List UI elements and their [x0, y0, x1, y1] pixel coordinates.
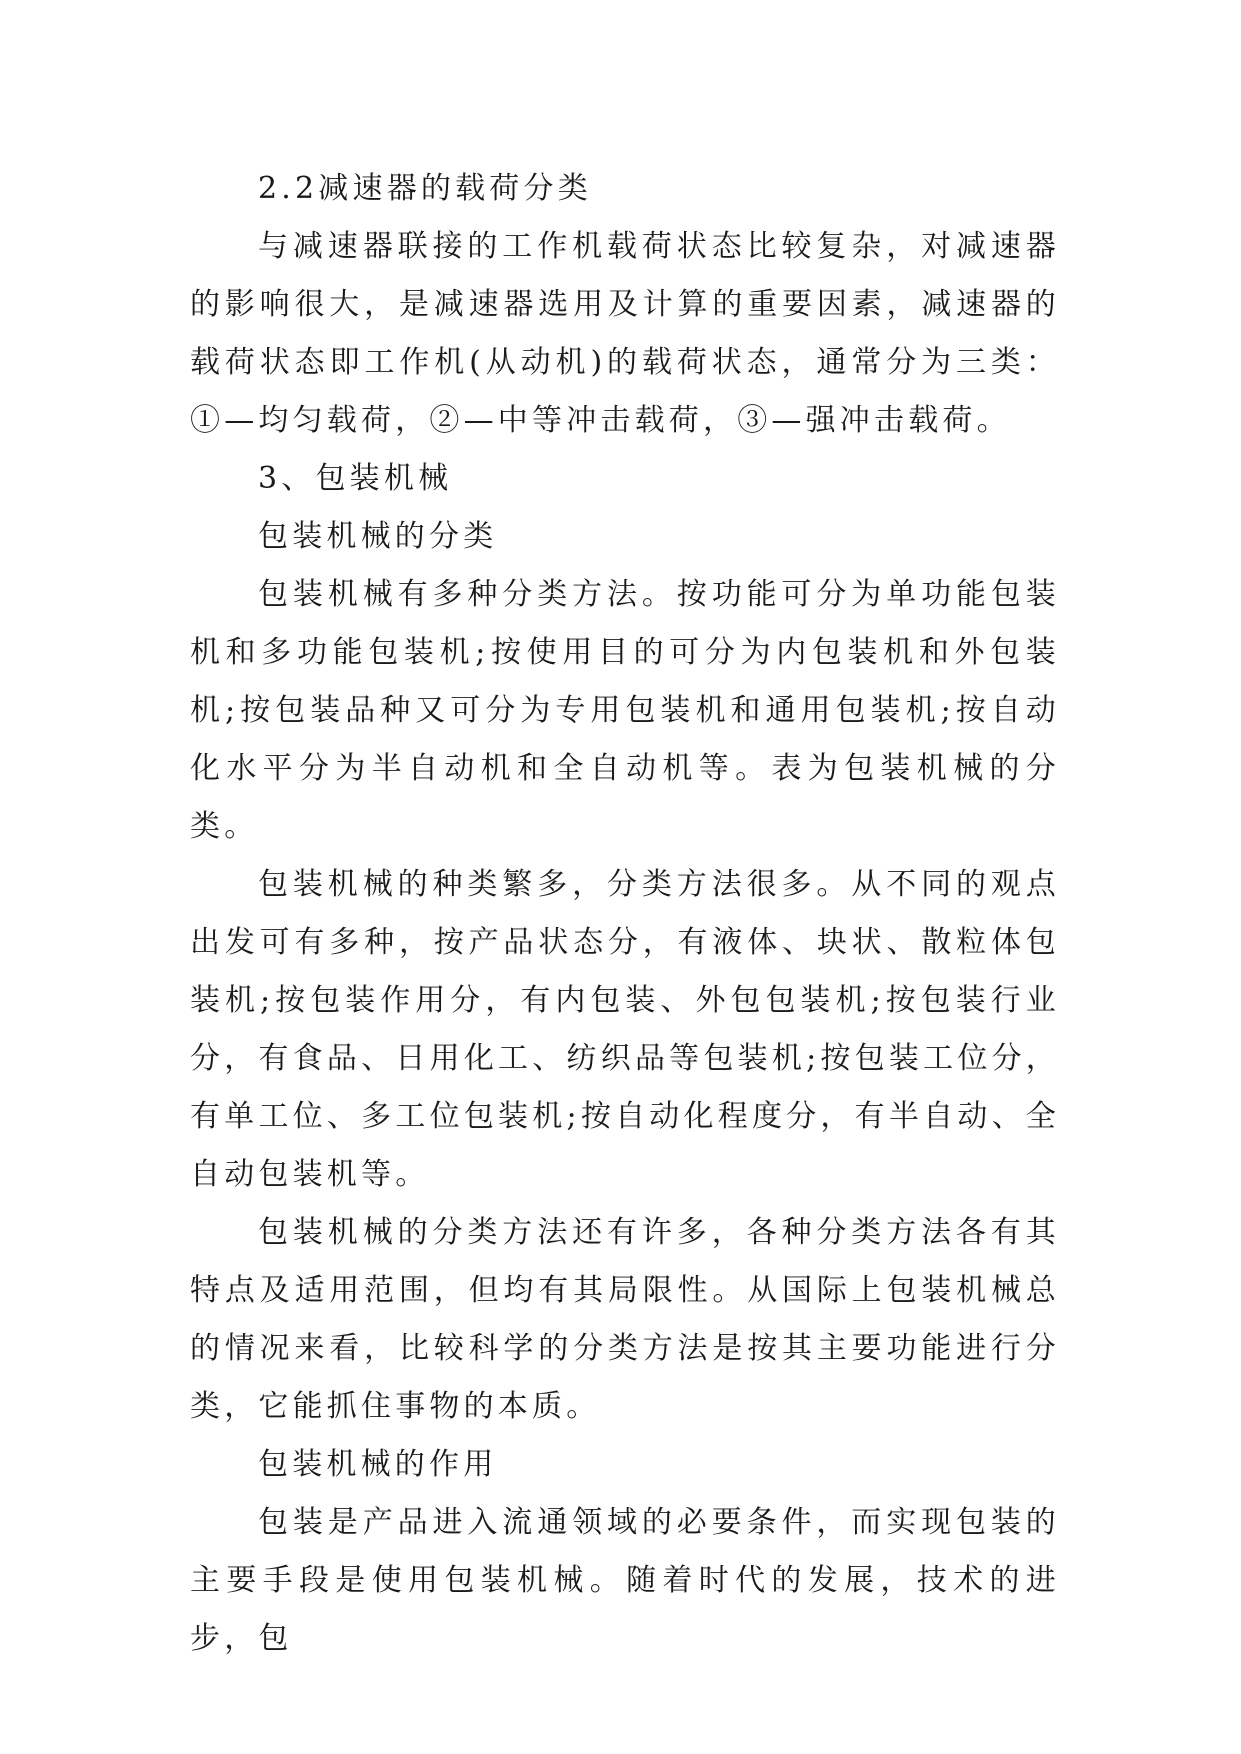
paragraph-classification-limitations: 包装机械的分类方法还有许多，各种分类方法各有其特点及适用范围，但均有其局限性。从国际上包装机械总的情况来看，比较科学的分类方法是按其主要功能进行分类，它能抓住事物的本质。	[190, 1215, 1060, 1424]
paragraph-packaging-role: 包装是产品进入流通领域的必要条件，而实现包装的主要手段是使用包装机械。随着时代的发展，技术的进步，包	[190, 1505, 1060, 1656]
section-heading-packaging-machinery: 3、包装机械	[258, 461, 453, 496]
paragraph-reducer-load-states: 与减速器联接的工作机载荷状态比较复杂，对减速器的影响很大，是减速器选用及计算的重要因素，减速器的载荷状态即工作机(从动机)的载荷状态，通常分为三类：①—均匀载荷，②—中等冲击载荷，③—强冲击载荷。	[190, 229, 1060, 438]
subheading-packaging-classification: 包装机械的分类	[258, 519, 498, 554]
document-body	[190, 160, 1060, 1668]
paragraph-classification-methods: 包装机械有多种分类方法。按功能可分为单功能包装机和多功能包装机;按使用目的可分为内包装机和外包装机;按包装品种又可分为专用包装机和通用包装机;按自动化水平分为半自动机和全自动机等。表为包装机械的分类。	[190, 577, 1060, 844]
subheading-packaging-role: 包装机械的作用	[258, 1447, 498, 1482]
section-heading-reducer-load-classification: 2.2减速器的载荷分类	[258, 171, 592, 206]
paragraph-machinery-variety: 包装机械的种类繁多，分类方法很多。从不同的观点出发可有多种，按产品状态分，有液体、块状、散粒体包装机;按包装作用分，有内包装、外包包装机;按包装行业分，有食品、日用化工、纺织品等包装机;按包装工位分，有单工位、多工位包装机;按自动化程度分，有半自动、全自动包装机等。	[190, 867, 1060, 1192]
